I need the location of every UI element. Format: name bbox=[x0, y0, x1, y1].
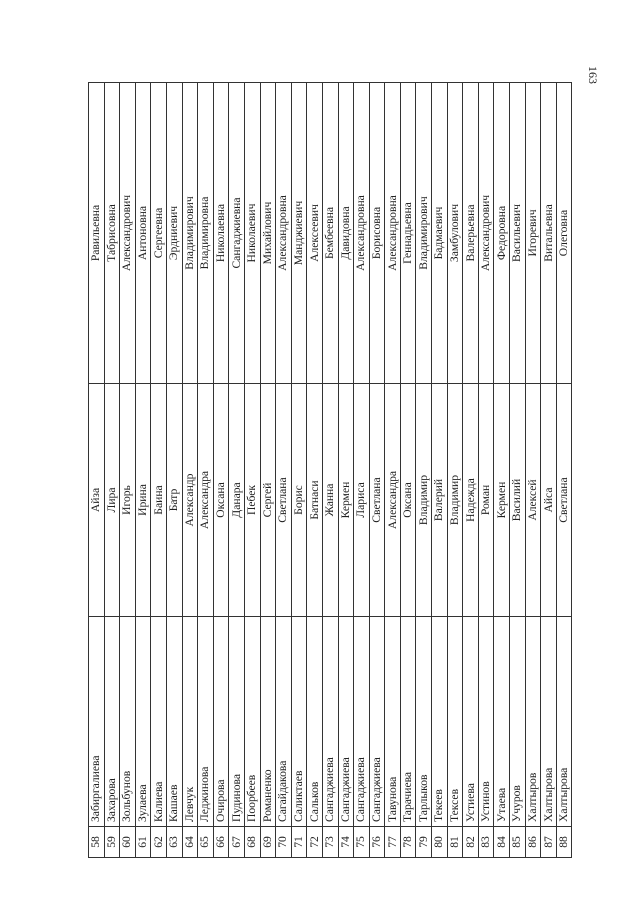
number-cell: 73 bbox=[322, 827, 338, 858]
number-cell: 80 bbox=[432, 827, 448, 858]
surname-cell: Сангаджиева bbox=[369, 617, 385, 827]
patronymic-cell: Александрович bbox=[120, 83, 136, 384]
surname-cell: Пудинова bbox=[229, 617, 245, 827]
surname-cell: Сангаджиева bbox=[338, 617, 354, 827]
number-cell: 83 bbox=[478, 827, 494, 858]
patronymic-cell: Николаевич bbox=[244, 83, 260, 384]
name-cell: Данара bbox=[229, 384, 245, 617]
table-row bbox=[385, 83, 401, 858]
table-row bbox=[369, 83, 385, 858]
name-cell: Батр bbox=[166, 384, 182, 617]
table-row bbox=[416, 83, 432, 858]
number-cell: 85 bbox=[510, 827, 526, 858]
number-cell: 86 bbox=[525, 827, 541, 858]
name-cell: Александр bbox=[182, 384, 198, 617]
surname-cell: Захарова bbox=[104, 617, 120, 827]
name-cell: Владимир bbox=[447, 384, 463, 617]
name-cell: Оксана bbox=[213, 384, 229, 617]
surname-cell: Тавунова bbox=[385, 617, 401, 827]
name-cell: Светлана bbox=[556, 384, 572, 617]
patronymic-cell: Эрдниевич bbox=[166, 83, 182, 384]
table-row bbox=[198, 83, 214, 858]
number-cell: 74 bbox=[338, 827, 354, 858]
number-cell: 62 bbox=[151, 827, 167, 858]
patronymic-cell: Александровна bbox=[354, 83, 370, 384]
number-cell: 68 bbox=[244, 827, 260, 858]
surname-cell: Зулаева bbox=[135, 617, 151, 827]
table-row bbox=[338, 83, 354, 858]
surname-cell: Тарлыков bbox=[416, 617, 432, 827]
table-row bbox=[510, 83, 526, 858]
number-cell: 64 bbox=[182, 827, 198, 858]
name-cell: Роман bbox=[478, 384, 494, 617]
patronymic-cell: Игоревич bbox=[525, 83, 541, 384]
surname-cell: Тарачиева bbox=[400, 617, 416, 827]
name-cell: Ирина bbox=[135, 384, 151, 617]
table-row bbox=[541, 83, 557, 858]
name-cell: Игорь bbox=[120, 384, 136, 617]
table-row bbox=[104, 83, 120, 858]
table-row bbox=[322, 83, 338, 858]
surname-cell: Саликтаев bbox=[291, 617, 307, 827]
number-cell: 76 bbox=[369, 827, 385, 858]
number-cell: 71 bbox=[291, 827, 307, 858]
surname-cell: Сангаджиева bbox=[322, 617, 338, 827]
number-cell: 65 bbox=[198, 827, 214, 858]
patronymic-cell: Бадмаевич bbox=[432, 83, 448, 384]
patronymic-cell: Сергеевна bbox=[151, 83, 167, 384]
name-cell: Баина bbox=[151, 384, 167, 617]
patronymic-cell: Алексеевич bbox=[307, 83, 323, 384]
name-cell: Александра bbox=[385, 384, 401, 617]
number-cell: 66 bbox=[213, 827, 229, 858]
table-row bbox=[525, 83, 541, 858]
table-row bbox=[463, 83, 479, 858]
patronymic-cell: Федоровна bbox=[494, 83, 510, 384]
number-cell: 69 bbox=[260, 827, 276, 858]
number-cell: 79 bbox=[416, 827, 432, 858]
table-row bbox=[244, 83, 260, 858]
surname-cell: Тексев bbox=[447, 617, 463, 827]
name-cell: Александра bbox=[198, 384, 214, 617]
surname-cell: Сагайдакова bbox=[276, 617, 292, 827]
table-row bbox=[432, 83, 448, 858]
name-cell: Светлана bbox=[369, 384, 385, 617]
surname-cell: Романенко bbox=[260, 617, 276, 827]
patronymic-cell: Васильевич bbox=[510, 83, 526, 384]
patronymic-cell: Антоновна bbox=[135, 83, 151, 384]
patronymic-cell: Витальевна bbox=[541, 83, 557, 384]
patronymic-cell: Валерьевна bbox=[463, 83, 479, 384]
surname-cell: Халтырова bbox=[556, 617, 572, 827]
table-row bbox=[556, 83, 572, 858]
surname-cell: Утаева bbox=[494, 617, 510, 827]
surname-cell: Устинов bbox=[478, 617, 494, 827]
number-cell: 87 bbox=[541, 827, 557, 858]
patronymic-cell: Сангаджиевна bbox=[229, 83, 245, 384]
table-row bbox=[229, 83, 245, 858]
patronymic-cell: Александровна bbox=[276, 83, 292, 384]
name-cell: Василий bbox=[510, 384, 526, 617]
patronymic-cell: Александровна bbox=[385, 83, 401, 384]
name-cell: Владимир bbox=[416, 384, 432, 617]
patronymic-cell: Давидовна bbox=[338, 83, 354, 384]
name-cell: Пебек bbox=[244, 384, 260, 617]
surname-cell: Левчук bbox=[182, 617, 198, 827]
name-cell: Кермен bbox=[494, 384, 510, 617]
table-row bbox=[182, 83, 198, 858]
surname-cell: Устиева bbox=[463, 617, 479, 827]
surname-cell: Забиргалиева bbox=[89, 617, 105, 827]
patronymic-cell: Манджиевич bbox=[291, 83, 307, 384]
patronymic-cell: Николаевна bbox=[213, 83, 229, 384]
name-cell: Айса bbox=[541, 384, 557, 617]
number-cell: 78 bbox=[400, 827, 416, 858]
surname-cell: Текеев bbox=[432, 617, 448, 827]
name-cell: Борис bbox=[291, 384, 307, 617]
number-cell: 81 bbox=[447, 827, 463, 858]
name-cell: Алексей bbox=[525, 384, 541, 617]
patronymic-cell: Александрович bbox=[478, 83, 494, 384]
patronymic-cell: Олеговна bbox=[556, 83, 572, 384]
name-cell: Сергей bbox=[260, 384, 276, 617]
table-row bbox=[151, 83, 167, 858]
surname-cell: Зольбунов bbox=[120, 617, 136, 827]
table-row bbox=[213, 83, 229, 858]
number-cell: 84 bbox=[494, 827, 510, 858]
patronymic-cell: Владимирович bbox=[416, 83, 432, 384]
name-cell: Айза bbox=[89, 384, 105, 617]
patronymic-cell: Борисовна bbox=[369, 83, 385, 384]
number-cell: 88 bbox=[556, 827, 572, 858]
table-row bbox=[89, 83, 105, 858]
table-row bbox=[135, 83, 151, 858]
surname-cell: Сальков bbox=[307, 617, 323, 827]
patronymic-cell: Владимирович bbox=[182, 83, 198, 384]
surname-cell: Калиева bbox=[151, 617, 167, 827]
patronymic-cell: Владимировна bbox=[198, 83, 214, 384]
number-cell: 60 bbox=[120, 827, 136, 858]
surname-cell: Учуров bbox=[510, 617, 526, 827]
name-cell: Надежда bbox=[463, 384, 479, 617]
table-row bbox=[354, 83, 370, 858]
surname-cell: Халтыров bbox=[525, 617, 541, 827]
surname-cell: Сангаджиева bbox=[354, 617, 370, 827]
number-cell: 75 bbox=[354, 827, 370, 858]
number-cell: 82 bbox=[463, 827, 479, 858]
number-cell: 59 bbox=[104, 827, 120, 858]
name-cell: Жанна bbox=[322, 384, 338, 617]
surname-cell: Очирова bbox=[213, 617, 229, 827]
table-row bbox=[291, 83, 307, 858]
patronymic-cell: Равильевна bbox=[89, 83, 105, 384]
names-table bbox=[88, 82, 572, 858]
table-row bbox=[447, 83, 463, 858]
page-number: 163 bbox=[586, 66, 601, 84]
table-row bbox=[260, 83, 276, 858]
number-cell: 67 bbox=[229, 827, 245, 858]
number-cell: 61 bbox=[135, 827, 151, 858]
surname-cell: Леджинова bbox=[198, 617, 214, 827]
number-cell: 77 bbox=[385, 827, 401, 858]
name-cell: Лариса bbox=[354, 384, 370, 617]
table-row bbox=[120, 83, 136, 858]
number-cell: 63 bbox=[166, 827, 182, 858]
patronymic-cell: Геннадьевна bbox=[400, 83, 416, 384]
patronymic-cell: Замбулович bbox=[447, 83, 463, 384]
table-row bbox=[400, 83, 416, 858]
patronymic-cell: Бембеевна bbox=[322, 83, 338, 384]
name-cell: Оксана bbox=[400, 384, 416, 617]
table-row bbox=[478, 83, 494, 858]
number-cell: 70 bbox=[276, 827, 292, 858]
patronymic-cell: Табрисовна bbox=[104, 83, 120, 384]
name-cell: Светлана bbox=[276, 384, 292, 617]
surname-cell: Поорбеев bbox=[244, 617, 260, 827]
table-row bbox=[307, 83, 323, 858]
name-cell: Лира bbox=[104, 384, 120, 617]
patronymic-cell: Михайлович bbox=[260, 83, 276, 384]
table-row bbox=[494, 83, 510, 858]
surname-cell: Кашаев bbox=[166, 617, 182, 827]
name-cell: Батнаси bbox=[307, 384, 323, 617]
surname-cell: Халтырова bbox=[541, 617, 557, 827]
number-cell: 58 bbox=[89, 827, 105, 858]
name-cell: Валерий bbox=[432, 384, 448, 617]
table-row bbox=[276, 83, 292, 858]
table-row bbox=[166, 83, 182, 858]
number-cell: 72 bbox=[307, 827, 323, 858]
name-cell: Кермен bbox=[338, 384, 354, 617]
